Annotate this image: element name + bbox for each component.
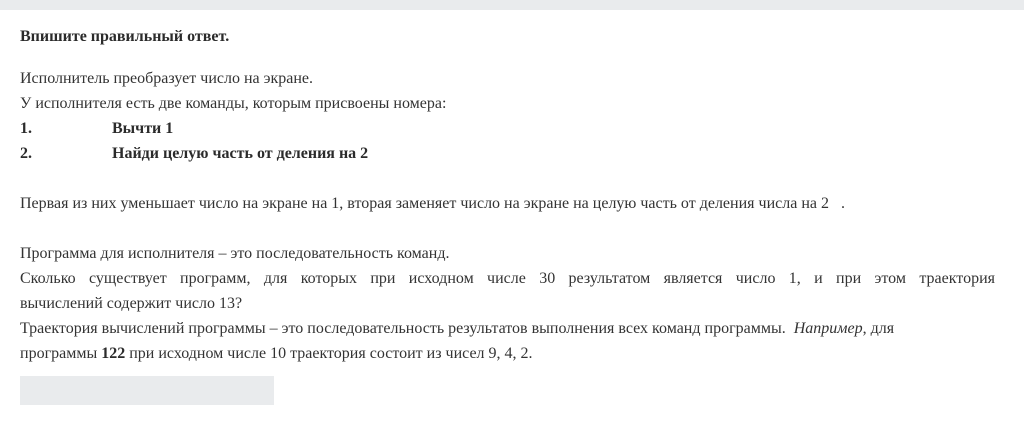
example-program: 122 (101, 345, 126, 362)
intro-line-2: У исполнителя есть две команды, которым присвоены номера: (20, 95, 447, 112)
spacer (20, 216, 995, 241)
description-end: . (840, 195, 845, 212)
example-word: Например (793, 320, 863, 337)
question-line-2: вычислений содержит число 13? (20, 295, 243, 312)
definition-line-1 (20, 316, 995, 341)
command-number: 1. (20, 120, 32, 137)
question-content (20, 27, 995, 366)
answer-input[interactable] (20, 376, 274, 405)
command-list (20, 116, 995, 166)
intro-line-1: Исполнитель преобразует число на экране. (20, 70, 314, 87)
command-item-2 (20, 141, 995, 166)
command-item-1 (20, 116, 995, 141)
command-label: Найди целую часть от деления на 2 (112, 145, 369, 162)
command-label: Вычти 1 (112, 120, 174, 137)
definition-text: Траектория вычислений программы – это последовательность результатов выполнения всех команд программы. (20, 320, 786, 337)
description-text: Первая из них уменьшает число на экране на 1, вторая заменяет число на экране на целую часть от деления числа на 2 (20, 195, 829, 212)
instruction-title: Впишите правильный ответ. (20, 28, 230, 45)
spacer (20, 166, 995, 191)
definition-line2-end: при исходном числе 10 траектория состоит из чисел 9, 4, 2. (129, 345, 533, 362)
definition-line2-start: программы (20, 345, 98, 362)
intro-block (20, 66, 995, 116)
definition-mid: , для (862, 320, 895, 337)
question-line-1: Сколько существует программ, для которых при исходном числе 30 результатом является число 1, и при этом траектория (20, 270, 995, 287)
top-bar (0, 0, 1024, 10)
description-line (20, 191, 995, 216)
task-line-1: Программа для исполнителя – это последовательность команд. (20, 245, 450, 262)
definition-line-2 (20, 341, 995, 366)
command-number: 2. (20, 145, 32, 162)
